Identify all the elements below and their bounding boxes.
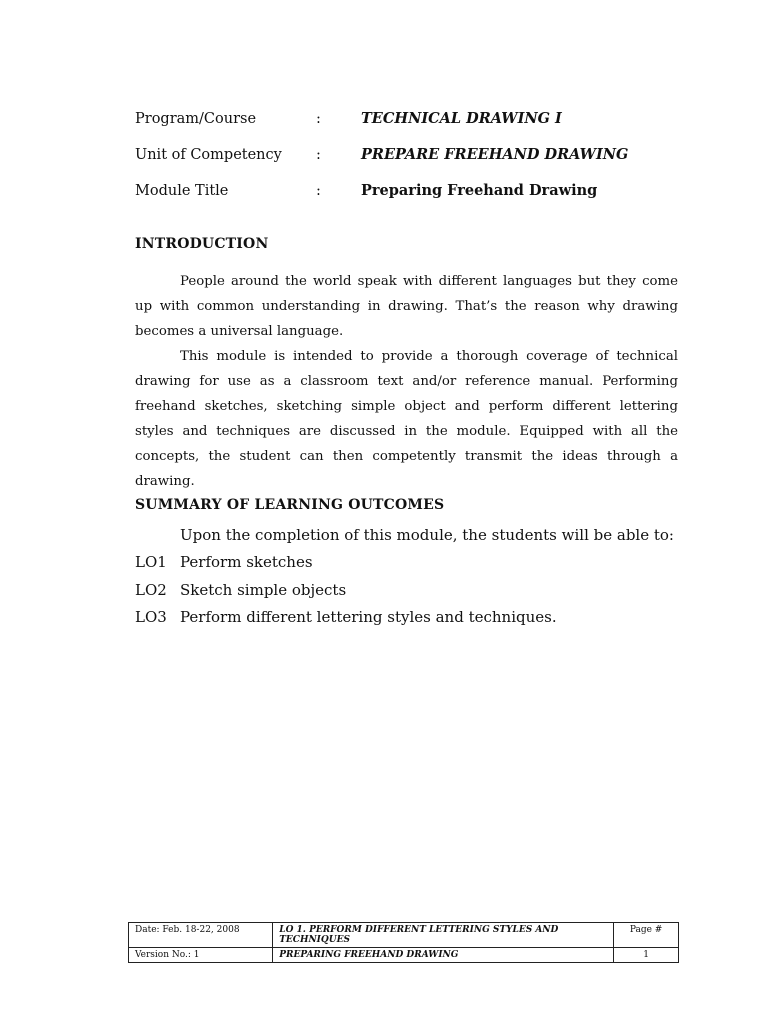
outcome-text: Sketch simple objects [180, 580, 347, 599]
table-row [129, 948, 679, 963]
colon: : [316, 111, 321, 127]
footer-table [128, 922, 679, 963]
footer-lo-title: LO 1. PERFORM DIFFERENT LETTERING STYLES AND TECHNIQUES [273, 923, 614, 948]
program-value: TECHNICAL DRAWING I [361, 110, 562, 127]
outcome-text: Perform sketches [180, 553, 313, 571]
module-row [135, 180, 695, 216]
unit-row [135, 144, 695, 180]
learning-outcomes-heading: SUMMARY OF LEARNING OUTCOMES [135, 497, 445, 513]
table-row [129, 923, 679, 948]
outcome-text: Perform different lettering styles and techniques. [180, 608, 557, 626]
outcome-code: LO3 [135, 608, 167, 626]
footer-version: Version No.: 1 [129, 948, 273, 963]
unit-value: PREPARE FREEHAND DRAWING [361, 146, 629, 163]
outcome-code: LO2 [135, 580, 167, 599]
outcome-code: LO1 [135, 553, 167, 571]
introduction-body [135, 269, 678, 494]
unit-label: Unit of Competency [135, 147, 282, 163]
colon: : [316, 147, 321, 163]
module-label: Module Title [135, 183, 229, 199]
introduction-paragraph: This module is intended to provide a thorough coverage of technical drawing for use as a classroom text and/or reference manual. Performing freehand sketches, sketching simple object and perform different lettering styles and techniques are discussed in the module. Equipped with all the concepts, the student can then competently transmit the ideas through a drawing. [135, 349, 678, 489]
introduction-heading: INTRODUCTION [135, 236, 269, 252]
footer-module: PREPARING FREEHAND DRAWING [273, 948, 614, 963]
module-info [135, 108, 695, 216]
program-label: Program/Course [135, 111, 257, 127]
colon: : [316, 183, 321, 199]
footer-page-number: 1 [614, 948, 679, 963]
footer-date: Date: Feb. 18-22, 2008 [129, 923, 273, 948]
module-value: Preparing Freehand Drawing [361, 182, 598, 199]
learning-outcomes-lead: Upon the completion of this module, the students will be able to: [180, 526, 674, 544]
introduction-paragraph: People around the world speak with different languages but they come up with common understanding in drawing. That’s the reason why drawing becomes a universal language. [135, 274, 678, 339]
program-row [135, 108, 695, 144]
footer-page-label: Page # [614, 923, 679, 948]
